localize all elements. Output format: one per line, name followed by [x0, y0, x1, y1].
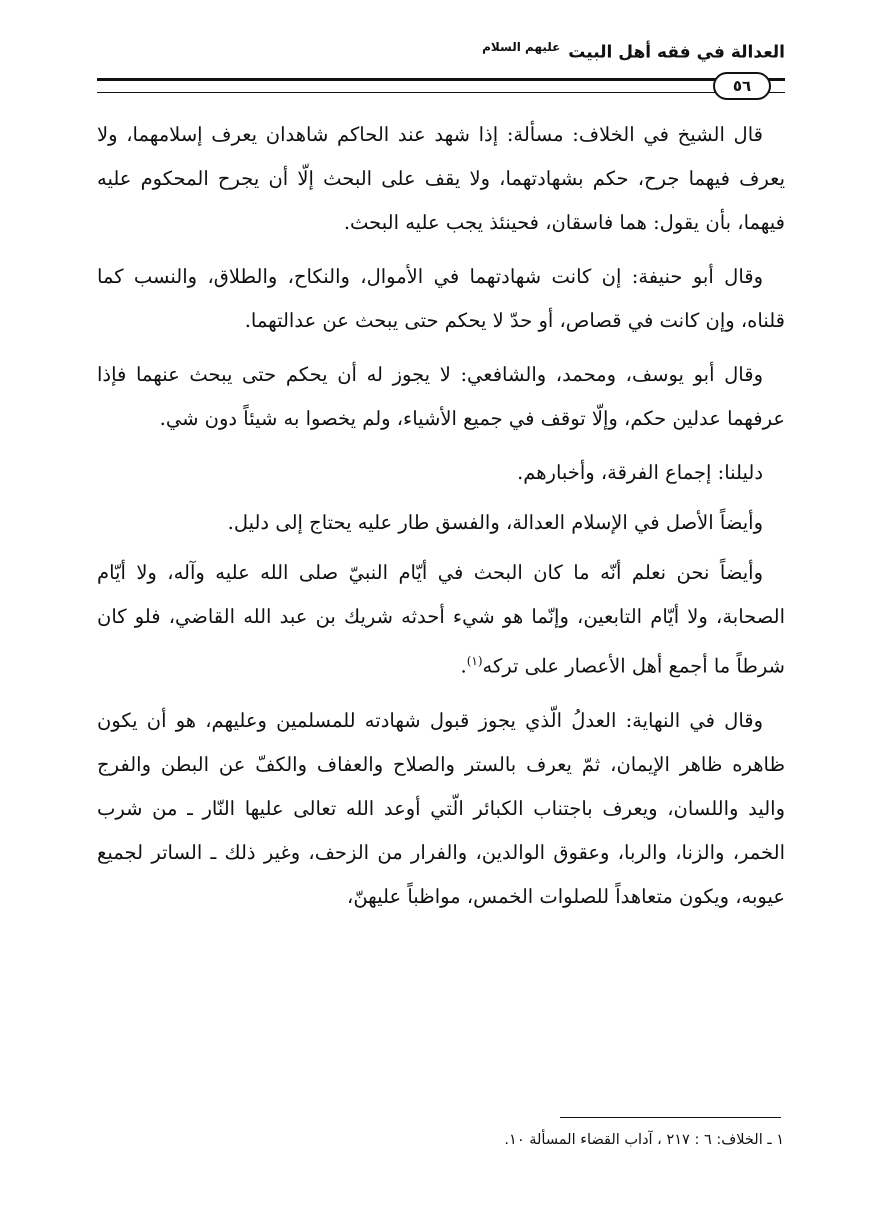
paragraph-3: وقال أبو يوسف، ومحمد، والشافعي: لا يجوز له أن يحكم حتى يبحث عنهما فإذا عرفهما عدلين حكم، وإلّا توقف في جميع الأشياء، ولم يخصوا به شيئاً دون شي. [97, 363, 785, 430]
paragraph-6-end: . [460, 654, 467, 678]
main-text [97, 113, 785, 929]
header-rule-thick [97, 78, 785, 81]
running-head-title [482, 40, 785, 63]
header-rule-thin [97, 92, 785, 93]
book-title: العدالة في فقه أهل البيت [568, 42, 785, 63]
paragraph-1: قال الشيخ في الخلاف: مسألة: إذا شهد عند الحاكم شاهدان يعرف إسلامهما، ولا يعرف فيهما جرح، حكم بشهادتهما، ولا يقف على البحث إلّا أن يجرح المحكوم عليه فيهما، بأن يقول: هما فاسقان، فحينئذ يجب عليه البحث. [97, 123, 785, 234]
paragraph-5: وأيضاً الأصل في الإسلام العدالة، والفسق طار عليه يحتاج إلى دليل. [227, 511, 763, 534]
paragraph-4: دليلنا: إجماع الفرقة، وأخبارهم. [517, 461, 763, 484]
page-number: ٥٦ [713, 72, 771, 100]
honorific-text: عليهم السلام [482, 40, 561, 54]
footnote-separator [560, 1117, 781, 1118]
footnote-text: ١ ـ الخلاف: ٦ : ٢١٧ ، آداب القضاء المسألة ١٠. [504, 1132, 784, 1148]
paragraph-7: وقال في النهاية: العدلُ الّذي يجوز قبول شهادته للمسلمين وعليهم، هو أن يكون ظاهره ظاهر الإيمان، ثمّ يعرف بالستر والصلاح والعفاف والكفّ عن البطن والفرج واليد واللسان، ويعرف باجتناب الكبائر الّتي أوعد الله تعالى عليها النّار ـ من شرب الخمر، والزنا، والربا، وعقوق الوالدين، والفرار من الزحف، وغير ذلك ـ الساتر لجميع عيوبه، ويكون متعاهداً للصلوات الخمس، مواظباً عليهنّ، [97, 708, 786, 908]
paragraph-2: وقال أبو حنيفة: إن كانت شهادتهما في الأموال، والنكاح، والطلاق، والنسب كما قلناه، وإن كانت في قصاص، أو حدّ لا يحكم حتى يبحث عن عدالتهما. [97, 265, 785, 332]
paragraph-6-text: وأيضاً نحن نعلم أنّه ما كان البحث في أيّام النبيّ صلى الله عليه وآله، ولا أيّام الصحابة، ولا أيّام التابعين، وإنّما هو شيء أحدثه شريك بن عبد الله القاضي، فلو كان شرطاً ما أجمع أهل الأعصار على تركه [97, 561, 785, 678]
footnote-reference[interactable]: (١) [466, 654, 483, 668]
paragraph-6 [97, 551, 785, 689]
